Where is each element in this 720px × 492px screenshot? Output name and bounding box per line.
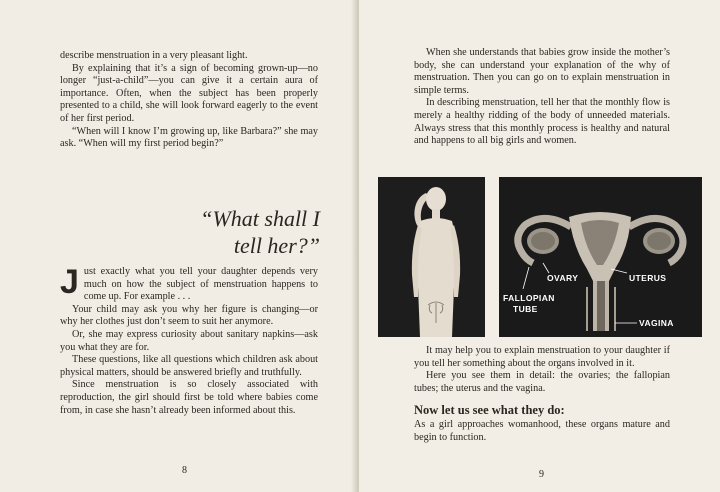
left-page [0, 0, 357, 492]
paragraph [60, 263, 318, 304]
subheading: Now let us see what they do: [414, 403, 565, 418]
paragraph: As a girl approaches womanhood, these organs mature and begin to function. [414, 419, 670, 443]
paragraph: describe menstruation in a very pleasant light. [60, 50, 248, 61]
page-number: 8 [182, 465, 187, 476]
paragraph: “When will I know I’m growing up, like Barbara?” she may ask. “When will my first period begin?” [60, 125, 318, 150]
paragraph: It may help you to explain menstruation to your daughter if you tell her something about the organs involved in it. [414, 345, 670, 369]
label-ovary: OVARY [547, 273, 579, 283]
label-vagina: VAGINA [639, 318, 674, 328]
heading-line: tell her?” [233, 233, 320, 258]
label-fallopian-tube: TUBE [513, 304, 538, 314]
paragraph: These questions, like all questions which children ask about physical matters, should be answered briefly and truthfully. [60, 354, 318, 378]
paragraph: Since menstruation is so closely associated with reproduction, the girl should first be told where babies come from, in case she hasn’t already been informed about this. [60, 379, 318, 416]
paragraph: Or, she may express curiosity about sanitary napkins—ask you what they are for. [60, 328, 318, 353]
section-heading [150, 205, 320, 259]
right-text-bottom [414, 345, 670, 445]
girl-silhouette-illustration [378, 177, 485, 337]
right-text-top [414, 47, 670, 148]
drop-cap: J [60, 263, 79, 301]
organs-illustration [499, 177, 702, 337]
page-number: 9 [539, 469, 544, 480]
paragraph-text: ust exactly what you tell your daughter depends very much on how the subject of menstruation happens to come up. For example . . . [83, 266, 318, 303]
left-text-top [60, 50, 318, 151]
left-text-bottom [60, 263, 318, 417]
paragraph: Your child may ask you why her figure is changing—or why her clothes just don’t seem to suit her anymore. [60, 303, 318, 328]
label-uterus: UTERUS [629, 273, 667, 283]
heading-line: “What shall I [200, 206, 320, 231]
girl-figure-image [378, 177, 485, 337]
paragraph: Here you see them in detail: the ovaries; the fallopian tubes; the uterus and the vagina. [414, 370, 670, 394]
label-fallopian-tube: FALLOPIAN [503, 293, 555, 303]
paragraph: In describing menstruation, tell her that the monthly flow is merely a healthy ridding of the body of unneeded materials. Always stress that this monthly process is healthy and natural and happens to all big girls and women. [414, 97, 670, 147]
reproductive-organs-diagram [499, 177, 702, 337]
paragraph: By explaining that it’s a sign of becoming grown-up—no longer “just-a-child”—you can give it a certain aura of importance. Often, when the subject has been properly presented to a child, she will look forward eagerly to the event of her first period. [60, 62, 318, 124]
paragraph: When she understands that babies grow inside the mother’s body, she can understand your explanation of the why of menstruation. Then you can go on to explain menstruation in simple terms. [414, 47, 670, 96]
